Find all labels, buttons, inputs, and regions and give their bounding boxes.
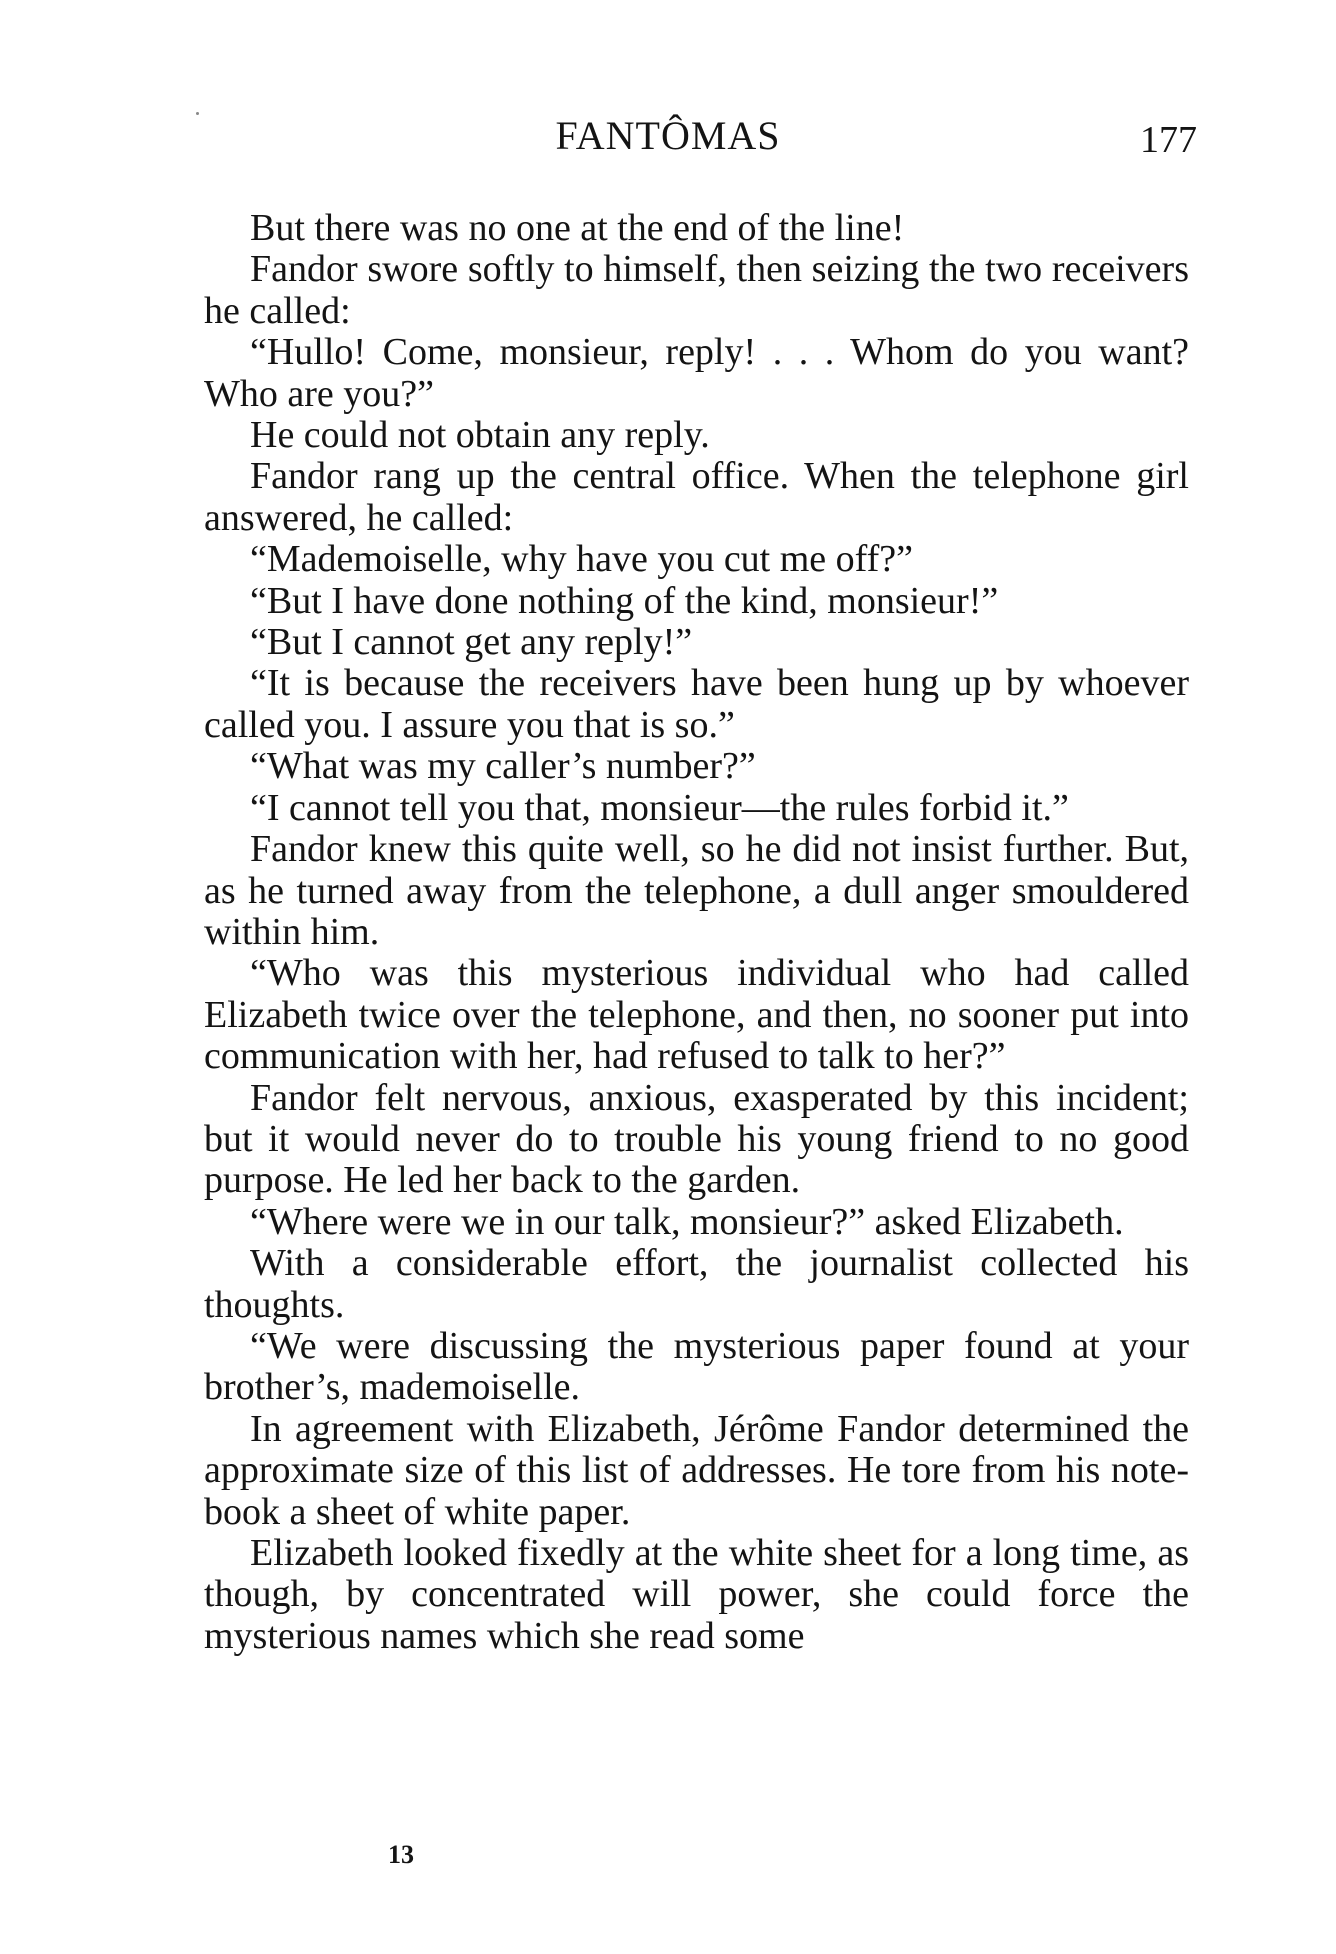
paragraph: “But I have done nothing of the kind, monsieur!” [250, 579, 999, 622]
paragraph: “It is because the receivers have been hung up by whoever called you. I assure you that is so.” [204, 662, 1189, 746]
paragraph: Fandor rang up the central office. When the telephone girl answered, he called: [204, 455, 1189, 539]
paragraph: But there was no one at the end of the line! [250, 207, 905, 249]
printer-signature-mark: 13 [388, 1840, 414, 1869]
print-speck [196, 112, 199, 115]
paragraph: Elizabeth looked fixedly at the white sheet for a long time, as though, by concentrated will power, she could force the mysterious names which she read some [204, 1532, 1189, 1657]
paragraph: “What was my caller’s number?” [250, 745, 756, 788]
paragraph: “Who was this mysterious individual who had called Elizabeth twice over the telephone, and then, no sooner put into communication with her, had refused to talk to her?” [204, 952, 1189, 1078]
paragraph: “But I cannot get any reply!” [250, 621, 693, 664]
running-header-title: FANTÔMAS [555, 113, 781, 158]
paragraph: “I cannot tell you that, monsieur—the rules forbid it.” [250, 786, 1069, 829]
paragraph: “Where were we in our talk, monsieur?” asked Elizabeth. [250, 1200, 1124, 1243]
paragraph: He could not obtain any reply. [250, 414, 710, 457]
paragraph: “Mademoiselle, why have you cut me off?” [250, 538, 914, 581]
paragraph: Fandor swore softly to himself, then seizing the two receivers he called: [204, 248, 1189, 332]
paragraph: “We were discussing the mysterious paper found at your brother’s, mademoiselle. [204, 1324, 1189, 1409]
paragraph: Fandor felt nervous, anxious, exasperated by this incident; but it would never do to trouble his young friend to no good purpose. He led her back to the garden. [204, 1076, 1189, 1202]
page-number: 177 [1140, 119, 1197, 161]
paragraph: “Hullo! Come, monsieur, reply! . . . Whom do you want? Who are you?” [204, 331, 1189, 415]
paragraph: In agreement with Elizabeth, Jérôme Fandor determined the approximate size of this list of addresses. He tore from his note-book a sheet of white paper. [204, 1407, 1189, 1533]
paragraph: Fandor knew this quite well, so he did not insist further. But, as he turned away from the telephone, a dull anger smouldered within him. [204, 828, 1189, 953]
body-text [204, 208, 1189, 1657]
paragraph: With a considerable effort, the journalist collected his thoughts. [204, 1242, 1189, 1326]
